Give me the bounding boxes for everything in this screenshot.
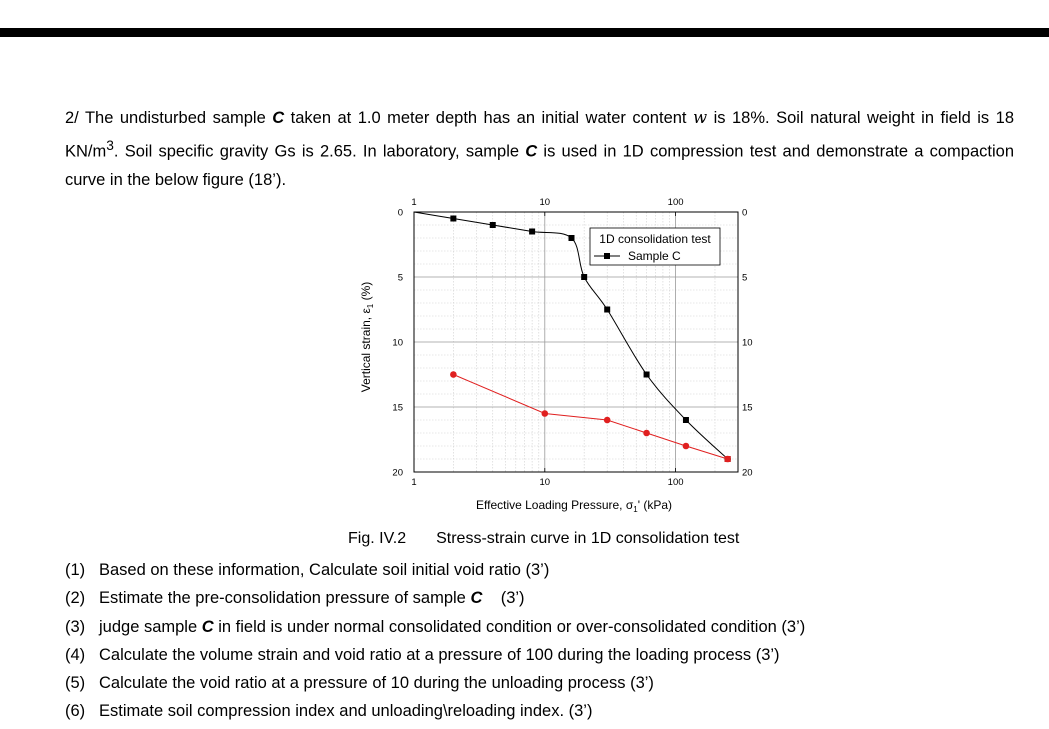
y-tick-label-left: 0	[397, 207, 403, 219]
x-axis-label: Effective Loading Pressure, $\sigma_1'$ (kPa)	[475, 498, 673, 514]
loading-point	[604, 307, 610, 313]
unloading-point	[450, 371, 457, 378]
legend-entry: Sample C	[628, 249, 681, 263]
sample-label: C	[272, 109, 285, 127]
y-axis-label: Vertical strain, $\varepsilon_1$ (%)	[359, 281, 375, 393]
x-tick-label-top: 10	[539, 197, 551, 208]
y-tick-label-right: 5	[742, 272, 748, 284]
question-item: (3) judge sample C in field is under normal consolidated condition or over-consolidated condition (3’)	[65, 617, 806, 636]
y-tick-label-right: 20	[742, 467, 753, 479]
figure-caption	[348, 530, 739, 548]
y-tick-label-right: 15	[742, 402, 753, 414]
question-item: (1) Based on these information, Calculate soil initial void ratio (3’)	[65, 561, 550, 579]
x-tick-label-top: 1	[411, 197, 417, 208]
y-tick-label-right: 10	[742, 337, 753, 349]
loading-point	[568, 235, 574, 241]
question-item: (6) Estimate soil compression index and unloading\reloading index. (3’)	[65, 702, 593, 721]
consolidation-chart	[330, 190, 770, 520]
question-item: (2) Estimate the pre-consolidation pressure of sample C (3’)	[65, 589, 525, 608]
question-item: (4) Calculate the volume strain and void ratio at a pressure of 100 during the loading process (3’)	[65, 645, 780, 664]
water-content-symbol: w	[693, 108, 708, 127]
y-tick-label-left: 20	[392, 467, 403, 479]
loading-point	[529, 229, 535, 235]
y-tick-label-right: 0	[742, 207, 748, 219]
figure-title: Stress-strain curve in 1D consolidation test	[436, 530, 740, 547]
loading-point	[450, 216, 456, 222]
sample-label: C	[525, 142, 538, 161]
x-tick-label-bottom: 100	[667, 477, 684, 488]
unloading-point	[683, 443, 690, 450]
loading-point	[644, 372, 650, 378]
x-tick-label-bottom: 1	[411, 477, 417, 488]
unloading-point	[604, 417, 611, 424]
legend-title: 1D consolidation test	[599, 232, 711, 246]
y-tick-label-left: 15	[392, 402, 403, 414]
problem-statement: 2/ The undisturbed sample C taken at 1.0 meter depth has an initial water content w is 18%. Soil natural weight in field is 18 $KN/m^3$. Soil specific gravity Gs is 2.65. In laboratory, sample C is used in 1D compression test and demonstrate a compaction curve in the below figure (18’).	[65, 108, 1015, 189]
loading-point	[683, 417, 689, 423]
y-tick-label-left: 5	[397, 272, 403, 284]
top-rule	[0, 28, 1049, 37]
unloading-point	[541, 410, 548, 417]
loading-point	[490, 222, 496, 228]
question-list	[65, 556, 805, 726]
unloading-point	[643, 430, 650, 437]
x-tick-label-top: 100	[667, 197, 684, 208]
y-tick-label-left: 10	[392, 337, 403, 349]
figure-label: Fig. IV.2	[348, 530, 407, 547]
question-item: (5) Calculate the void ratio at a pressure of 10 during the unloading process (3’)	[65, 674, 654, 693]
turning-point	[725, 456, 731, 462]
x-tick-label-bottom: 10	[539, 477, 551, 488]
loading-point	[581, 274, 587, 280]
legend	[590, 228, 720, 265]
